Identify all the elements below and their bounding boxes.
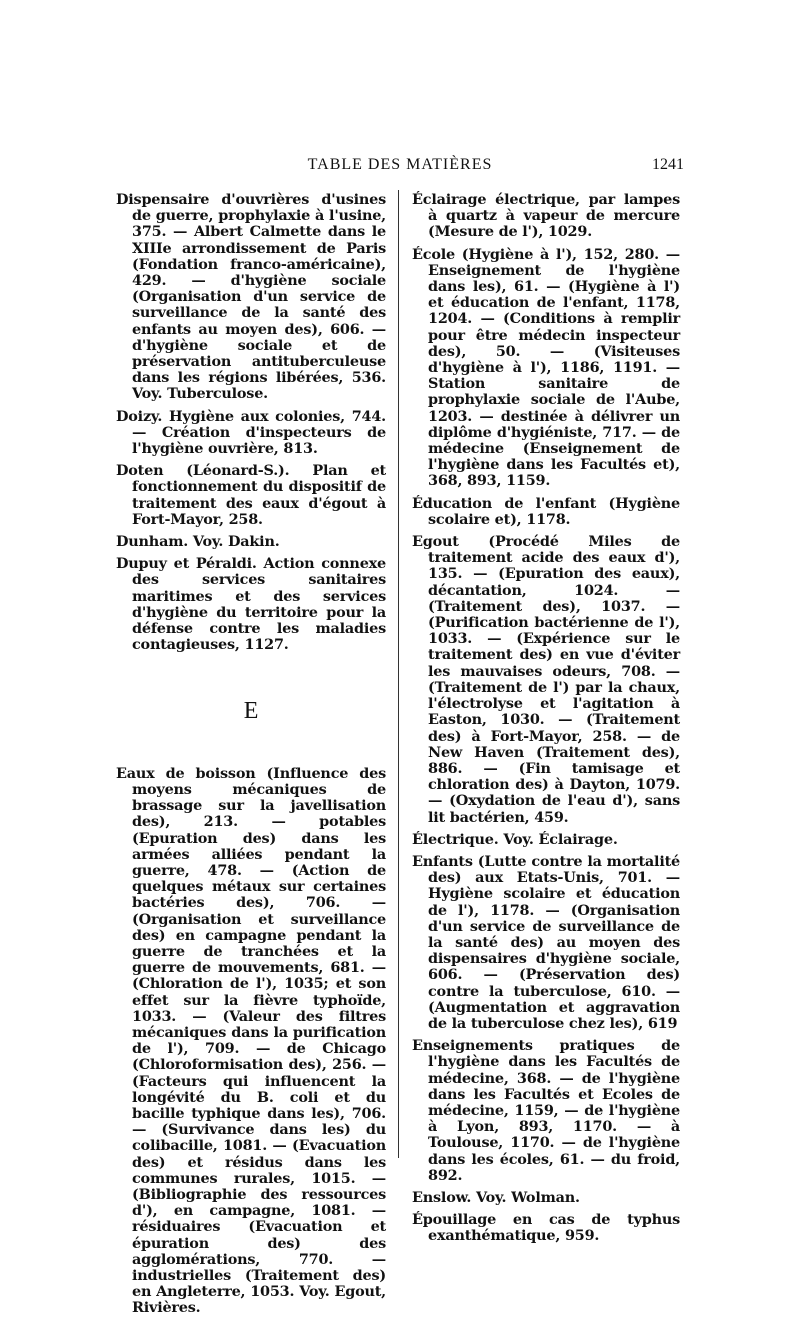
index-entry [116, 766, 386, 1317]
running-title: TABLE DES MATIÈRES [307, 156, 493, 173]
entry-head: Électrique. [412, 830, 499, 848]
index-entry [412, 534, 680, 826]
entry-head: Enseignements [412, 1037, 533, 1055]
index-entry [116, 463, 386, 528]
index-entry [412, 832, 680, 848]
entry-head: Dispensaire [116, 191, 210, 208]
index-entry [116, 409, 386, 458]
entry-head: École [412, 245, 455, 263]
entry-head: Egout [412, 533, 459, 551]
entry-text: Hygiène aux colonies, 744. — Création d'inspecteurs de l'hygiène ouvrière, 813. [132, 407, 386, 458]
entry-text: Voy. Wolman. [471, 1188, 580, 1206]
index-entry [412, 496, 680, 528]
page-number: 1241 [652, 156, 684, 173]
entry-text: en cas de typhus exanthématique, 959. [428, 1211, 680, 1245]
entry-head: Épouillage [412, 1211, 497, 1229]
entry-head: Éclairage [412, 191, 487, 208]
entry-text: (Procédé Miles de traitement acide des eaux d'), 135. — (Epuration des eaux), décantation, 1024. — (Traitement des), 1037. — (Purification bactérienne de l'), 1033. — (Expérience sur le traitement des) en vue d'éviter les mauvaises odeurs, 708. — (Traitement de l') par la chaux, l'électrolyse et l'agitation à Easton, 1030. — (Traitement des) à Fort-Mayor, 258. — de New Haven (Traitement des), 886. — (Fin tamisage et chloration des) à Dayton, 1079. — (Oxydation de l'eau d'), sans lit bactérien, 459. [428, 533, 680, 826]
entry-text: et Péraldi. Action connexe des services sanitaires maritimes et des services d'hygiène du territoire pour la défense contre les maladies contagieuses, 1127. [132, 555, 386, 654]
index-entry [412, 1212, 680, 1244]
entry-head: Dupuy [116, 555, 167, 573]
entry-text: (Lutte contre la mortalité des) aux Etats-Unis, 701. — Hygiène scolaire et éducation de l'), 1178. — (Organisation d'un service de surveillance de la santé des) au moyen des dispensaires d'hygiène sociale, 606. — (Préservation des) contre la tuberculose, 610. — (Augmentation et aggravation de la tuberculose chez les), 619 [428, 852, 680, 1032]
index-entry [412, 192, 680, 241]
index-entry [116, 192, 386, 403]
index-entry [412, 1190, 680, 1206]
index-entry [412, 247, 680, 490]
entry-head: Dunham. [116, 533, 189, 551]
entry-text: (Hygiène à l'), 152, 280. — Enseignement de l'hygiène dans les), 61. — (Hygiène à l') et éducation de l'enfant, 1178, 1204. — (Conditions à remplir pour être médecin inspecteur des), 50. — (Visiteuses d'hygiène à l'), 1186, 1191. — Station sanitaire de prophylaxie sociale de l'Aube, 1203. — destinée à délivrer un diplôme d'hygiéniste, 717. — de médecine (Enseignement de l'hygiène dans les Facultés et), 368, 893, 1159. [428, 245, 680, 490]
index-entry [412, 1038, 680, 1184]
index-entry [412, 854, 680, 1032]
entry-head: Éducation [412, 494, 492, 512]
right-column [412, 192, 680, 1251]
index-entry [116, 556, 386, 653]
entry-text: de l'enfant (Hygiène scolaire et), 1178. [428, 494, 680, 528]
column-divider [398, 190, 399, 1158]
index-entry [116, 534, 386, 550]
entry-text: de boisson (Influence des moyens mécaniques de brassage sur la javellisation des), 213. — potables (Epuration des) dans les armées alliées pendant la guerre, 478. — (Action de quelques métaux sur certaines bactéries des), 706. — (Organisation et surveillance des) en campagne pendant la guerre de tranchées et la guerre de mouvements, 681. — (Chloration de l'), 1035; et son effet sur la fièvre typhoïde, 1033. — (Valeur des filtres mécaniques dans la purification de l'), 709. — de Chicago (Chloroformisation des), 256. — (Facteurs qui influencent la longévité du B. coli et du bacille typhique dans les), 706. — (Survivance dans les) du colibacille, 1081. — (Evacuation des) et résidus dans les communes rurales, 1015. — (Bibliographie des ressources d'), en campagne, 1081. — résiduaires (Evacuation et épuration des) des agglomérations, 770. — industrielles (Traitement des) en Angleterre, 1053. Voy. Egout, Rivières. [132, 764, 386, 1317]
entry-head: Eaux [116, 764, 155, 782]
entry-text: pratiques de l'hygiène dans les Facultés de médecine, 368. — de l'hygiène dans les Facultés et Ecoles de médecine, 1159, — de l'hygiène à Lyon, 893, 1170. — à Toulouse, 1170. — de l'hygiène dans les écoles, 61. — du froid, 892. [428, 1037, 680, 1184]
page-header [116, 156, 684, 178]
entry-text: Plan et fonctionnement du dispositif de traitement des eaux d'égout à Fort-Mayor, 258. [132, 462, 386, 528]
entry-head: Doten (Léonard-S.). [116, 462, 290, 480]
section-letter-heading: E [243, 698, 259, 725]
entry-head: Enfants [412, 852, 473, 870]
entry-head: Doizy. [116, 407, 163, 425]
entry-text: d'ouvrières d'usines de guerre, prophylaxie à l'usine, 375. — Albert Calmette dans le XIIIe arrondissement de Paris (Fondation franco-américaine), 429. — d'hygiène sociale (Organisation d'un service de surveillance de la santé des enfants au moyen des), 606. — d'hygiène sociale et de préservation antituberculeuse dans les régions libérées, 536. Voy. Tuberculose. [132, 191, 386, 403]
entry-text: Voy. Dakin. [188, 533, 280, 551]
entry-text: électrique, par lampes à quartz à vapeur de mercure (Mesure de l'), 1029. [428, 191, 680, 241]
entry-head: Enslow. [412, 1188, 472, 1206]
left-column [116, 192, 386, 1323]
entry-text: Voy. Éclairage. [498, 830, 618, 848]
